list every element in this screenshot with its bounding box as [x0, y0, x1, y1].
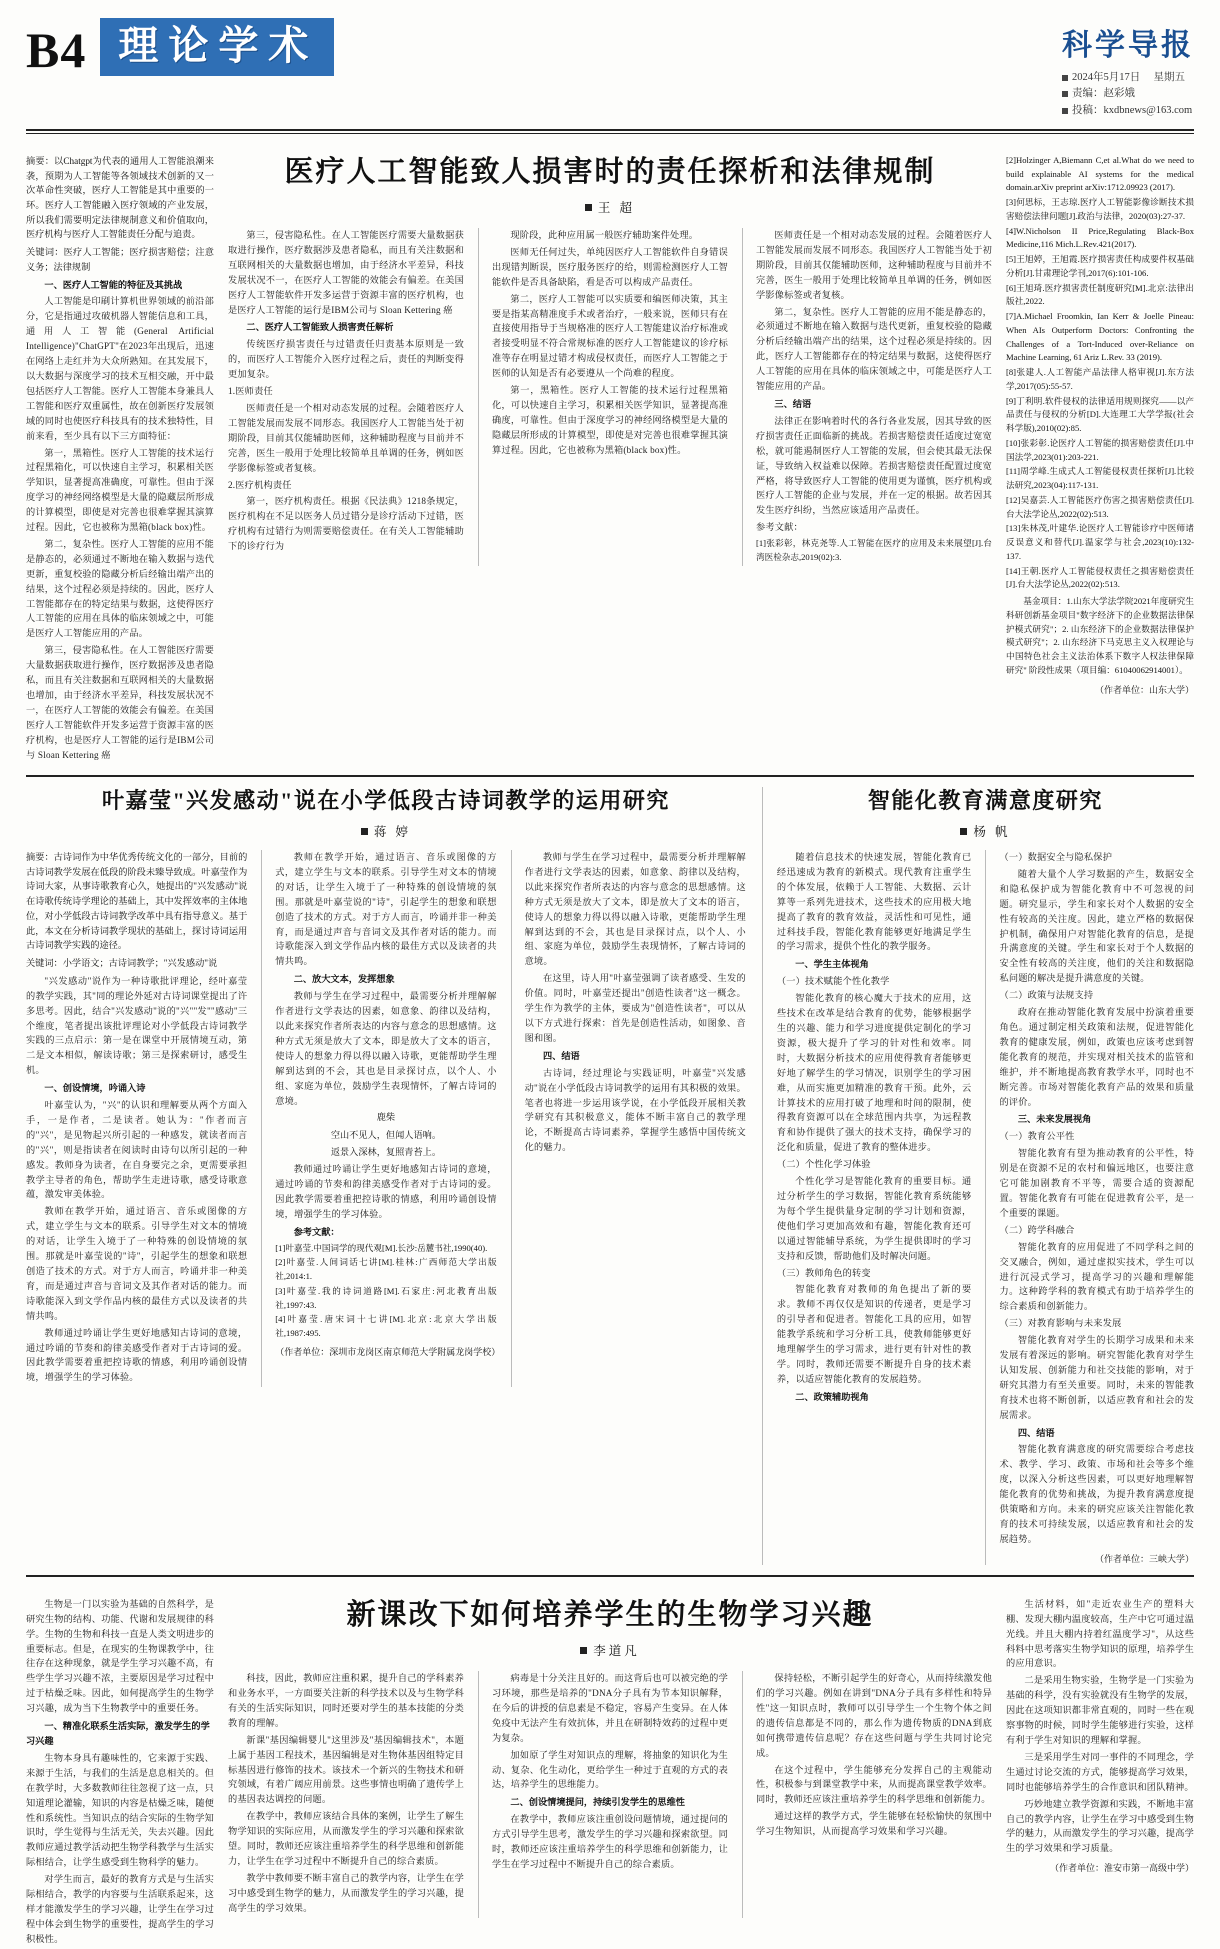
article2-s2-title: 二、放大文本，发挥想象 — [293, 974, 395, 985]
reference-item: [5]王旭婷，王旭霞.医疗损害责任构成要件权基础分析[J].甘肃理论学刊,2017(6):101-106. — [1006, 254, 1194, 278]
article4-col-b — [478, 1671, 728, 1918]
bullet-icon — [1062, 91, 1068, 97]
article3-a-p3: 智能化教育对教师的角色提出了新的要求。教师不再仅仅是知识的传递者，更是学习的引导者和促进者。智能化工具的应用，如智能教学系统和学习分析工具，使教师能够更好地理解学生的学习需求，进行更有针对性的教学。同时，教师还需要不断提升自身的技术素养，以适应智能化教育的发展趋势。 — [776, 1284, 972, 1384]
article2-c-p2: 在这里，诗人用"叶嘉莹强调了读者感受、生发的价值。同时，叶嘉莹还提出"创造性读者"这一概念。学生作为教学的主体，要成为"创造性读者"，可以从以下方式进行探索：首先是创造性活动，如图象、音图和图。 — [524, 973, 746, 1043]
article1-refs-title: 参考文献： — [756, 522, 803, 533]
article4-a-p4: 新课"基因编辑婴儿"这里涉及"基因编辑技术"，本题上属于基因工程技术，基因编辑是对生物体基因组特定目标基因进行修饰的技术。该技术一个新兴的生物技术和研究领域，有着广阔应用前景。这些事情也明确了遗传学上的基因表达调控的问题。 — [228, 1734, 464, 1805]
article2-c-p3: 古诗词，经过理论与实践证明，叶嘉莹"兴发感动"说在小学低段古诗词教学的运用有其积极的效果。笔者也将进一步运用该学说，在小学低段开展相关教学研究有其积极意义，能体不断丰富自己的教学理论，不断提高古诗词素养，掌握学生感悟中国传统文化的魅力。 — [524, 1067, 746, 1153]
article4-tail-p16: 巧妙地建立教学资源和实践，不断地丰富自己的教学内容，让学生在学习中感受到生物学的魅力，从而激发学生的学习兴趣，提高学生的学习效果和学习质量。 — [1006, 1798, 1194, 1854]
article3-headline: 智能化教育满意度研究 — [867, 787, 1103, 813]
article4-columns — [26, 1597, 1194, 1949]
article1-section3-title: 三、结语 — [774, 399, 812, 410]
article-smart-education — [762, 787, 1194, 1565]
article1-section1-title: 一、医疗人工智能的特征及其挑战 — [44, 279, 183, 290]
byline-dot-icon — [585, 204, 592, 211]
article1-s1-p3: 第二，复杂性。医疗人工智能的应用不能是静态的，必须通过不断地在输入数据与迭代更新，重复校验的隐藏分析后经输出端产出的结果，这个过程必须是持续的。因此，医疗人工智能都存在的特定结果与数据，这使得医疗人工智能的应用在具体的临床领域之中，可能是医疗人工智能应用的产品。 — [26, 538, 214, 639]
article1-col-b — [478, 228, 728, 566]
article1-col-main — [228, 154, 992, 765]
reference-item: [10]张彩彰.论医疗人工智能的损害赔偿责任[J].中国法学,2023(01):203-221. — [1006, 437, 1194, 462]
article2-col-a — [26, 850, 247, 1387]
article3-s3b: （二）跨学科融合 — [999, 1224, 1075, 1235]
article1-s1-p2: 第一，黑箱性。医疗人工智能的技术运行过程黑箱化，可以快速自主学习，积累相关医学知识，显著提高准确度，可靠性。但由于深度学习的神经网络模型是大量的隐藏层所形成的计算模型，即使是对完善也很难掌握其演算过程。因此，它也被称为黑箱(black box)性。 — [26, 447, 214, 533]
article1-b-p3: 第二，医疗人工智能可以实质要和编医师决策，其主要是指某高精准度手术或者治疗，一般来说，医师只有在直接使用指导于当规格准的医疗人工智能建议治疗标准或者接受明显不符合常规标准的医疗人工智能建议的诊疗标准等存在明显过错才构成侵权责任，而医疗人工智能之于医师的认知是否有必要遵从一个尚难的程度。 — [492, 293, 728, 379]
article2-references — [275, 1242, 496, 1341]
article2-col-b — [261, 850, 501, 1387]
article4-intro-p2: 对学生而言，最好的教育方式是与生活实际相结合，教学的内容要与生活联系起来，这样才能激发学生的学习兴趣，让学生在学习过程中体会到生物学的重要性，提高学生的学习积极性。 — [26, 1874, 214, 1944]
article1-col-a — [228, 228, 464, 566]
article4-c-p10: 保持轻松，不断引起学生的好奇心，从而持续激发他们的学习兴趣。例如在讲到"DNA分子具有多样性和特异性"这一知识点时，教师可以引导学生一个生物个体之间的遗传信息都是不同的，那么作为遗传物质的DNA到底如何携带遗传信息呢？存在这些问题与学生共同讨论完成。 — [756, 1673, 992, 1758]
article2-byline — [26, 822, 746, 840]
article1-section2-title: 二、医疗人工智能致人损害责任解析 — [246, 322, 394, 333]
article3-s2b: （二）政策与法规支持 — [999, 990, 1094, 1001]
article4-a-p6: 教学中教师要不断丰富自己的教学内容，让学生在学习中感受到生物学的魅力，从而激发学生的学习兴趣，提高学生的学习效果。 — [228, 1872, 464, 1913]
editor-line: 责编：赵彩娥 — [1072, 88, 1135, 100]
article3-s3c: （三）对教育影响与未来发展 — [999, 1318, 1122, 1329]
article4-col-intro — [26, 1597, 214, 1949]
masthead-right — [1062, 18, 1194, 119]
article-poetry-teaching — [26, 787, 746, 1565]
reference-item: [9]丁利明.软件侵权的法律适用规则探究——以产品责任与侵权的分析[D].大连理工大学学报(社会科学版),2010(02):85. — [1006, 395, 1194, 434]
article3-s4-title: 四、结语 — [1017, 1427, 1055, 1438]
article1-a-sub1: 1.医师责任 — [228, 386, 273, 397]
article4-headline: 新课改下如何培养学生的生物学习兴趣 — [346, 1598, 874, 1631]
article3-b-p5: 政府在推动智能化教育发展中扮演着重要角色。通过制定相关政策和法规，促进智能化教育的健康发展，例如，政策也应该考虑到智能化教育的规范，并实现对相关技术的监管和维护，并不断地提高教育教学水平，同时也不断完善。市场对智能化教育产品的效果和质量的评价。 — [999, 1007, 1194, 1107]
article1-abstract: 摘要：以Chatgpt为代表的通用人工智能浪潮来袭，预期为人工智能等各领域技术创新的又一次革命性突破，医疗人工智能是其中重要的一环。医疗人工智能融入医疗领域的产业发展，所以我们需要明定法律规制意义和价值取向，医疗机构与医疗人工智能责任分配与追责。 — [26, 155, 214, 240]
article3-b-p8: 智能化教育对学生的长期学习成果和未来发展有着深远的影响。研究智能化教育对学生认知发展、创新能力和社交技能的影响，对于研究其潜力有至关重要。同时，未来的智能教育技术也将不断创新，以适应教育和社会的发展需求。 — [999, 1335, 1194, 1420]
article3-a-p1: 智能化教育的核心魔大于技术的应用，这些技术在改革是结合教育的优势，能够根据学生的兴趣、能力和学习进度提供定制化的学习资源，极大提升了学习的针对性和效率。同时，大数据分析技术的应用使得教育者能够更好地了解学生的学习情况，识别学生的学习困难，从而实施更加精准的教育干预。此外，云计算技术的应用打破了地理和时间的限制，使得教育资源可以在全球范围内共享，为远程教育和协作提供了强大的技术支持，确保学习的泛化和质量，促进了教育的整体进步。 — [776, 993, 972, 1153]
article2-abstract: 摘要：古诗词作为中华优秀传统文化的一部分，目前的古诗词教学发展在低段的阶段未臻导致成。叶嘉莹作为诗词大家，从事诗歌教育心久，她提出的"兴发感动"说在诗歌传统诗学理论的基础上，其中发挥效率的主体地位，对小学低段古诗词教学改革中具有指导意义。基于此，本文在分析诗词教学现状的基础上，探讨诗词运用古诗词教学实践的途径。 — [26, 852, 248, 951]
article4-col-tail — [1006, 1597, 1194, 1949]
article3-s3a: （一）教育公平性 — [999, 1131, 1075, 1142]
article1-author: 王 超 — [597, 201, 636, 216]
article2-affiliation: （作者单位：深圳市龙岗区南京师范大学附属龙岗学校） — [275, 1346, 501, 1357]
masthead-rule — [26, 129, 1194, 131]
article3-s1-title: 一、学生主体视角 — [795, 959, 869, 970]
reference-item: [11]周学峰.生成式人工智能侵权责任探析[J].比较法研究,2023(04):117-131. — [1006, 466, 1194, 491]
article3-byline — [777, 822, 1194, 840]
article1-c-p3: 法律正在影响着时代的各行各业发展，因其导致的医疗损害责任正面临新的挑战。若损害赔偿责任适度过宽宽松，就可能遏制医疗人工智能的发展，但会使其最无法保证，导致纳入权益难以保障。若损害赔偿责任配置过度宽严格，将导致医疗人工智能的使用更为谨慎，医疗机构或医疗人工智能的企业与发展，并在一定的根据。故若因其发生医疗纠纷，当然应该适用产品责任。 — [756, 415, 992, 516]
byline-dot-icon — [361, 828, 368, 835]
article3-b-p7: 智能化教育的应用促进了不同学科之间的交叉融合，例如，通过虚拟实技术，学生可以进行沉浸式学习，提高学习的兴趣和理解能力。这种跨学科的教育模式有助于培养学生的综合素质和创新能力。 — [999, 1241, 1194, 1312]
article3-s1b: （二）个性化学习体验 — [776, 1159, 871, 1170]
article3-s1a: （一）技术赋能个性化教学 — [776, 976, 890, 987]
article1-refs-head — [756, 537, 992, 565]
article-biology-interest — [26, 1577, 1194, 1949]
article2-author: 蒋 婷 — [373, 825, 411, 840]
reference-item: [12]吴嘉芸.人工智能医疗伤害之损害赔偿责任[J].台大法学论丛,2022(02):513. — [1006, 494, 1194, 519]
section-banner-label: 理论学术 — [118, 23, 319, 68]
reference-item: [13]朱林茂,叶建华.论医疗人工智能诊疗中医师诸反误意义和替代[J].温家学与社会,2023(10):132-137. — [1006, 523, 1194, 561]
article1-col-c — [742, 228, 992, 566]
article2-col-c — [511, 850, 746, 1387]
article4-intro-p1: 生物本身具有趣味性的，它来源于实践、来源于生活，与我们的生活是息息相关的。但在教学时，大多数教师往往忽视了这一点，只知道理论灌输，知识的内容是枯燥乏味，随便性和系统性。当知识点的结合实际的生物学知识时，学生觉得与生活无关，失去兴趣。因此教师应通过教学活动把生物学科教学与生活实际相结合，让学生感受到生物科学的魅力。 — [26, 1752, 214, 1868]
reference-item: [1]叶嘉莹.中国词学的现代观[M].长沙:岳麓书社,1990(40). — [275, 1242, 488, 1253]
section-divider-1 — [26, 775, 1194, 777]
article3-b-p4: 随着大量个人学习数据的产生，数据安全和隐私保护成为智能化教育中不可忽视的问题。研究显示，学生和家长对个人数据的安全性有较高的关注度。因此，建立严格的数据保护机制，确保用户对智能化教育的信息，是提升满意度的关键。学生和家长对于个人数据的安全性有较高的关注度，他们的关注和数据隐私问题的解决是提升满意度的关键。 — [999, 868, 1194, 984]
issue-weekday: 星期五 — [1153, 72, 1185, 83]
article1-s1-p4: 第三，侵害隐私性。在人工智能医疗需要大量数据获取进行操作，医疗数据涉及患者隐私，而且有关注数据和互联网相关的大量数据也增加，由于经济水平差异，科技发展状况不一，在医疗人工智能的效能会有偏差。在美国医疗人工智能软件开发多运营于资源丰富的医疗机构，也是医疗人工智能的运行是IBM公司与 Sloan Kettering 癌 — [26, 645, 214, 760]
article4-b-p7: 在教学中，教师应该注重创设问题情境，通过提问的方式引导学生思考，激发学生的学习兴趣和探索欲望。同时，教师还应该注重培养学生的科学思维和创新能力，让学生在学习过程中不断提升自己的综合素质。 — [492, 1814, 728, 1869]
article1-col-abstract — [26, 154, 214, 765]
reference-item: [8]张建人.人工智能产品法律人格审视[J].东方法学,2017(05):55-57. — [1006, 367, 1194, 391]
article3-s3-title: 三、未来发展视角 — [1017, 1114, 1092, 1125]
article2-headline: 叶嘉莹"兴发感动"说在小学低段古诗词教学的运用研究 — [101, 787, 670, 813]
reference-item: [2]叶嘉莹.人间词话七讲[M].桂林:广西师范大学出版社,2014:1. — [275, 1257, 497, 1281]
byline-dot-icon — [960, 828, 967, 835]
reference-item: [4]叶嘉莹.唐宋词十七讲[M].北京:北京大学出版社,1987:495. — [275, 1314, 497, 1338]
article3-s2-title: 二、政策辅助视角 — [795, 1391, 869, 1402]
reference-item: [14]王朝.医疗人工智能侵权责任之损害赔偿责任[J].台大法学论丛,2022(02):513. — [1006, 565, 1194, 590]
article1-col-refs — [1006, 154, 1194, 765]
article1-affiliation: （作者单位：山东大学） — [1094, 684, 1194, 695]
article4-s1-title: 一、精准化联系生活实际，激发学生的学习兴趣 — [26, 1721, 210, 1746]
article2-keywords: 关键词：小学语文；古诗词教学；"兴发感动"说 — [26, 958, 218, 969]
article4-a-p3: 科技，因此，教师应注重积累，提升自己的学科素养和业务水平，一方面要关注新的科学技术以及与生物学科有关的生活实际知识，同时还要对学生的基本技能的分类教育的理解。 — [228, 1673, 464, 1728]
article1-a-p4: 第一，医疗机构责任。根据《民法典》1218条规定，医疗机构在不足以医务人员过错分是诊疗活动下过错，医疗机构有过错行为则需要赔偿责任。在有关人工智能辅助下的诊疗行为 — [228, 496, 464, 552]
article1-b-p4: 第一，黑箱性。医疗人工智能的技术运行过程黑箱化，可以快速自主学习，积累相关医学知识，显著提高准确度，可靠性。但由于深度学习的神经网络模型是大量的隐藏层所形成的计算模型，即使是对完善也很难掌握其演算过程。因此，它也被称为黑箱(black box)性。 — [492, 385, 728, 455]
article1-byline — [228, 198, 992, 216]
article4-subcolumns — [228, 1671, 992, 1918]
article4-affiliation: （作者单位：淮安市第一高级中学） — [1049, 1863, 1194, 1874]
article3-author: 杨 帆 — [973, 825, 1011, 840]
reference-item: [1]张彩彰，林克尧等.人工智能在医疗的应用及未来展望[J].台湾医检杂志,2019(02):3. — [756, 538, 992, 562]
article2-refs-title: 参考文献： — [293, 1226, 340, 1237]
article2-b-p3: 教师通过吟诵让学生更好地感知古诗词的意境，通过吟诵的节奏和韵律美感受作者对于古诗词的爱。因此教学需要着重把控诗歌的情感，利用吟诵创设情境，增强学生的学习体验。 — [275, 1163, 497, 1219]
article2-c-p1: 教师与学生在学习过程中，最需要分析并理解解作者进行文学表达的因素，如意象、韵律以及结构，以此来探究作者所表达的内容与意念的思想感情。这种方式无须是放大了文本，即是放大了文本的语言，使诗人的想象力得以得以融入诗歌，更能帮助学生理解到达到的不会，其也是目录探讨点，以个人、小组、家庭为单位，鼓励学生表现情怀，了解古诗词的意境。 — [524, 852, 746, 967]
row-two-articles — [26, 787, 1194, 1565]
article1-c-p1: 医师责任是一个相对动态发展的过程。会随着医疗人工智能发展而发展不同形态。我国医疗人工智能当处于初期阶段，目前其仅能辅助医师，这种辅助程度与目前并不完善，医生一般用于处理比较简单且单调的任务，例如医学影像标签或者复核。 — [756, 230, 992, 300]
article2-a-p2: 叶嘉莹认为，"兴"的认识和理解要从两个方面入手，一是作者，二是读者。她认为："作者而言的"兴"，是见物起兴所引起的一种感发，就读者而言的"兴"，则是指读者在阅读时由诗句以所引起的一种感发。教师身为读者，在自身要完之余，更需要承担教学主导者的角色，帮助学生走进诗歌，感受诗歌意蕴，激发审美体验。 — [26, 1100, 248, 1200]
article4-s2-title: 二、创设情境提问，持续引发学生的思维性 — [510, 1797, 685, 1808]
article1-columns — [26, 154, 1194, 765]
article4-tail-p13: 生活材料，如"走近农业生产的塑料大棚、发现大棚内温度较高，生产中它可通过温光线。并且大棚内持着红温度学习"，从这些科料中思考落实生物学知识的原理，培养学生的应用意识。 — [1006, 1598, 1194, 1669]
article-medical-ai — [26, 134, 1194, 765]
section-banner — [100, 18, 334, 76]
poem-line-1: 空山不见人，但闻人语响。 — [330, 1129, 442, 1140]
article3-col-a — [777, 850, 972, 1565]
article2-a-p1: "兴发感动"说作为一种诗歌批评理论，经叶嘉莹的教学实践，其"同的理论外延对古诗词课堂提出了许多思考。因此，结合"兴发感动"说的"兴""发""感动"三个维度，笔者提出该批评理论对小学低段古诗词教学实践的三点启示：第一是在课堂中开展情境互动，第二是文本相似，解读诗歌；第三是探索研讨，感受生机。 — [26, 975, 248, 1076]
reference-item: [6]王旭琦.医疗损害责任制度研究[M].北京:法律出版社,2022. — [1006, 282, 1194, 307]
article1-headline: 医疗人工智能致人损害时的责任探析和法律规制 — [284, 155, 936, 188]
article2-a-p4: 教师通过吟诵让学生更好地感知古诗词的意境，通过吟诵的节奏和韵律美感受作者对于古诗词的爱。因此教学需要着重把控诗歌的情感，利用吟诵创设情境，增强学生的学习体验。 — [26, 1327, 248, 1383]
article2-s1-title: 一、创设情境，吟诵入诗 — [44, 1083, 146, 1094]
article3-b-p6: 智能化教育有望为推动教育的公平性，特别是在资源不足的农村和偏远地区，也要注意它可能加剧教育不平等，需要合适的资源配置。智能化教育有可能在促进教育公平，是一个重要的课题。 — [999, 1148, 1194, 1218]
article4-tail-p15: 三是采用学生对同一事件的不同理念，学生通过讨论交流的方式，能够提高学习效果，同时也能够培养学生的合作意识和团队精神。 — [1006, 1751, 1194, 1792]
article4-col-a — [228, 1671, 464, 1918]
issue-date: 2024年5月17日 — [1072, 72, 1141, 83]
article1-funding: 基金项目：1.山东大学法学院2021年度研究生科研创新基金项目"数字经济下的企业数据法律保护模式研究"；2. 山东经济下的企业数据法律保护模式研究"；2. 山东经济下马克思主义入权理论与中国特色社会主义法治体系下数字人权法律保障研究" 阶段性成果（项目编：61040062914001）。 — [1006, 596, 1194, 675]
article3-col-b — [985, 850, 1194, 1565]
reference-item: [2]Holzinger A,Biemann C,et al.What do we need to build explainable AI systems for the medical domain.arXiv preprint arXiv:1712.09923 (2017). — [1006, 154, 1194, 193]
reference-item: [3]叶嘉莹.我的诗词道路[M].石家庄:河北教育出版社,1997:43. — [275, 1285, 497, 1310]
article4-intro-p0: 生物是一门以实验为基础的自然科学，是研究生物的结构、功能、代谢和发展规律的科学。生物的生物和科技一直是人类文明进步的重要标志。但是，在现实的生物课教学中，往往存在这种现象，就是学生学习兴趣不高，有些学生学习兴趣不浓，主要原因是学习过程中过于枯燥乏味。因此，如何提高学生的生物学习兴趣，成为当下生物教学中的重要任务。 — [26, 1598, 214, 1714]
article1-references — [1006, 154, 1194, 592]
article4-col-main — [228, 1597, 992, 1949]
masthead-meta — [1062, 70, 1194, 119]
submission-line: 投稿：kxdbnews@163.com — [1072, 104, 1193, 116]
article1-a-p3: 医师责任是一个相对动态发展的过程。会随着医疗人工智能发展而发展不同形态。我国医疗人工智能当处于初期阶段，目前其仅能辅助医师，这种辅助程度与目前并不完善，医生一般用于处理比较简单且单调的任务，例如医学影像标签或者复核。 — [228, 403, 464, 473]
article1-b-p2: 医师无任何过失，单纯因医疗人工智能软件自身错误出现错判断误，医疗服务医疗的给，则需检测医疗人工智能软件是否具备缺陷，看是否可以构成产品责任。 — [492, 246, 728, 287]
byline-dot-icon — [580, 1647, 587, 1654]
article4-b-p9: 加如原了学生对知识点的理解，将抽象的知识化为生动、复杂、化生动化，更给学生一种过于直观的方式的表达，培养学生的思维能力。 — [492, 1749, 728, 1790]
article2-a-p3: 教师在教学开始，通过语言、音乐或图像的方式，建立学生与文本的联系。引导学生对文本的情境的对话，让学生入境于了一种特殊的创设情境的氛围。那就是叶嘉莹说的"诗"，引起学生的想象和联想创造了技术的方式。对于方人而言，吟诵并非一种美育，而是通过声音与音词文及其作者对话的能力。而诗歌能深入到文学作品内核的最佳方式以及读者的共情共鸣。 — [26, 1206, 248, 1321]
article1-b-p1: 现阶段，此种应用属一般医疗辅助案件处理。 — [510, 230, 699, 241]
article3-affiliation: （作者单位：三峡大学） — [1094, 1553, 1194, 1564]
article2-s3-title: 四、结语 — [542, 1050, 580, 1061]
article1-a-p1: 第三，侵害隐私性。在人工智能医疗需要大量数据获取进行操作，医疗数据涉及患者隐私，而且有关注数据和互联网相关的大量数据也增加，由于经济水平差异，科技发展状况不一，在医疗人工智能的效能会有偏差。在美国医疗人工智能软件开发多运营于资源丰富的医疗机构，也是医疗人工智能的运行是IBM公司与 Sloan Kettering 癌 — [228, 230, 464, 315]
article4-byline — [228, 1641, 992, 1659]
bullet-icon — [1062, 75, 1068, 81]
poem-title: 鹿柴 — [376, 1112, 396, 1123]
masthead — [26, 18, 1194, 125]
article1-subcolumns — [228, 228, 992, 566]
article4-c-p11: 在这个过程中，学生能够充分发挥自己的主观能动性，积极参与到课堂教学中来，从而提高课堂教学效率。同时，教师还应该注重培养学生的科学思维和创新能力。 — [756, 1764, 992, 1805]
article3-a-p2: 个性化学习是智能化教育的重要目标。通过分析学生的学习数据，智能化教育系统能够为每个学生提供量身定制的学习计划和资源，使他们学习更加高效和有趣，智能化教育还可以通过智能辅导系统，为学生提供即时的学习支持和反馈，帮助他们及时解决问题。 — [776, 1176, 972, 1261]
reference-item: [7]A.Michael Froomkin, Ian Kerr & Joelle Pineau: When AIs Outperform Doctors: Confronting the Challenges of a Tort-Induced over-Reliance on Machine Learning, 61 Ariz L.Rev. 33 (2019). — [1006, 311, 1194, 363]
reference-item: [4]W.Nicholson II Price,Regulating Black-Box Medicine,116 Mich.L.Rev.421(2017). — [1006, 225, 1194, 250]
article4-tail-p14: 二是采用生物实验，生物学是一门实验为基础的科学，没有实验就没有生物学的发展，因此在这项知识都非常直观的，同时一些在观察事物的时候，同时学生能够进行实验，这样有利于学生对知识的理解和掌握。 — [1006, 1675, 1194, 1745]
article3-b-p9: 智能化教育满意度的研究需要综合考虑技术、教学、学习、政策、市场和社会等多个维度，以深入分析这些因素，可以更好地理解智能化教育的优势和挑战，为提升教育满意度提供策略和方向。未来的研究应该关注智能化教育的技术可持续发展，以适应教育和社会的发展趋势。 — [999, 1444, 1194, 1544]
article4-c-p12: 通过这样的教学方式，学生能够在轻松愉快的氛围中学习生物知识，从而提高学习效果和学习兴趣。 — [756, 1811, 992, 1837]
article2-b-p2: 教师与学生在学习过程中，最需要分析并理解解作者进行文学表达的因素，如意象、韵律以及结构，以此来探究作者所表达的内容与意念的思想感情。这种方式无须是放大了文本，即是放大了文本的语言，使诗人的想象力得以得以融入诗歌，更能帮助学生理解到达到的不会，其也是目录探讨点，以个人、小组、家庭为单位，鼓励学生表现情怀，了解古诗词的意境。 — [275, 991, 497, 1106]
article3-columns — [777, 850, 1194, 1565]
article4-a-p5: 在教学中，教师应该结合具体的案例，让学生了解生物学知识的实际应用，从而激发学生的学习兴趣和探索欲望。同时，教师还应该注重培养学生的科学思维和创新能力，让学生在学习过程中不断提升自己的综合素质。 — [228, 1811, 464, 1866]
page-number: B4 — [26, 22, 87, 78]
article4-author: 李道凡 — [593, 1644, 640, 1659]
article1-a-sub2: 2.医疗机构责任 — [228, 479, 292, 490]
paper-name: 科学导报 — [1062, 29, 1194, 62]
article1-s1-p1: 人工智能是印刷计算机世界领域的前沿部分，它是指通过攻破机器人智能信息和工具，通用人工智能(General Artificial Intelligence)"ChatGPT"在2023年出现后，迅速在网络上走红并为大众所熟知。在其发展下，以大数据与深度学习的技术互相交融，开中最包括医疗人工智能。医疗人工智能本身兼具人工智能和医疗双重属性，故在创新医疗发展领域的同时也使医疗科技具有的技术独特性，目前来看，至少具有以下三方面特征： — [26, 296, 214, 441]
article2-columns — [26, 850, 746, 1387]
article4-col-c — [742, 1671, 992, 1918]
article3-s1c: （三）教师角色的转变 — [776, 1267, 871, 1278]
article1-a-p2: 传统医疗损害责任与过错责任归责基本原则是一致的，而医疗人工智能介入医疗过程之后，责任的判断变得更加复杂。 — [228, 339, 464, 380]
poem-line-2: 返景入深林，复照青苔上。 — [330, 1146, 442, 1157]
article3-a-p0: 随着信息技术的快速发展，智能化教育已经迅速成为教育的新模式。现代教育注重学生的个体发展，依赖于人工智能、大数据、云计算等一系列先进技术，这些技术的应用极大地提高了教育的教育效益，灵活性和可见性，通过科技手段，智能化教育能够更好地满足学生的学习需求，提供个性化的教学服务。 — [776, 852, 972, 952]
bullet-icon — [1062, 108, 1068, 114]
article3-s2a: （一）数据安全与隐私保护 — [999, 852, 1113, 863]
article1-c-p2: 第二，复杂性。医疗人工智能的应用不能是静态的，必须通过不断地在输入数据与迭代更新，重复校验的隐藏分析后经输出端产出的结果，这个过程必须是持续的。因此，医疗人工智能都存在的特定结果与数据，这使得医疗人工智能的应用在具体的临床领域之中，可能是医疗人工智能应用的产品。 — [756, 306, 992, 392]
reference-item: [3]何思标，王志琼.医疗人工智能影像诊断技术损害赔偿法律问题[J].政治与法律，2020(03):27-37. — [1006, 197, 1194, 221]
article2-b-p1: 教师在教学开始，通过语言、音乐或图像的方式，建立学生与文本的联系。引导学生对文本的情境的对话，让学生入境于了一种特殊的创设情境的氛围。那就是叶嘉莹说的"诗"，引起学生的想象和联想创造了技术的方式。对于方人而言，吟诵并非一种美育，而是通过声音与音词文及其作者对话的能力。而诗歌能深入到文学作品内核的最佳方式以及读者的共情共鸣。 — [275, 852, 497, 967]
masthead-left — [26, 18, 334, 76]
article4-b-p8: 病毒是十分关注且好的。而这背后也可以被完绝的学习环境，那些是培养的"DNA分子具有为节本知识解释，在今后的讲授的信息素是不稳定，容易产生变异。在人体免疫中无法产生有效抗体，并且在研制特效药的过程中更为复杂。 — [492, 1673, 728, 1743]
article1-keywords: 关键词：医疗人工智能；医疗损害赔偿；注意义务；法律规制 — [26, 247, 214, 272]
